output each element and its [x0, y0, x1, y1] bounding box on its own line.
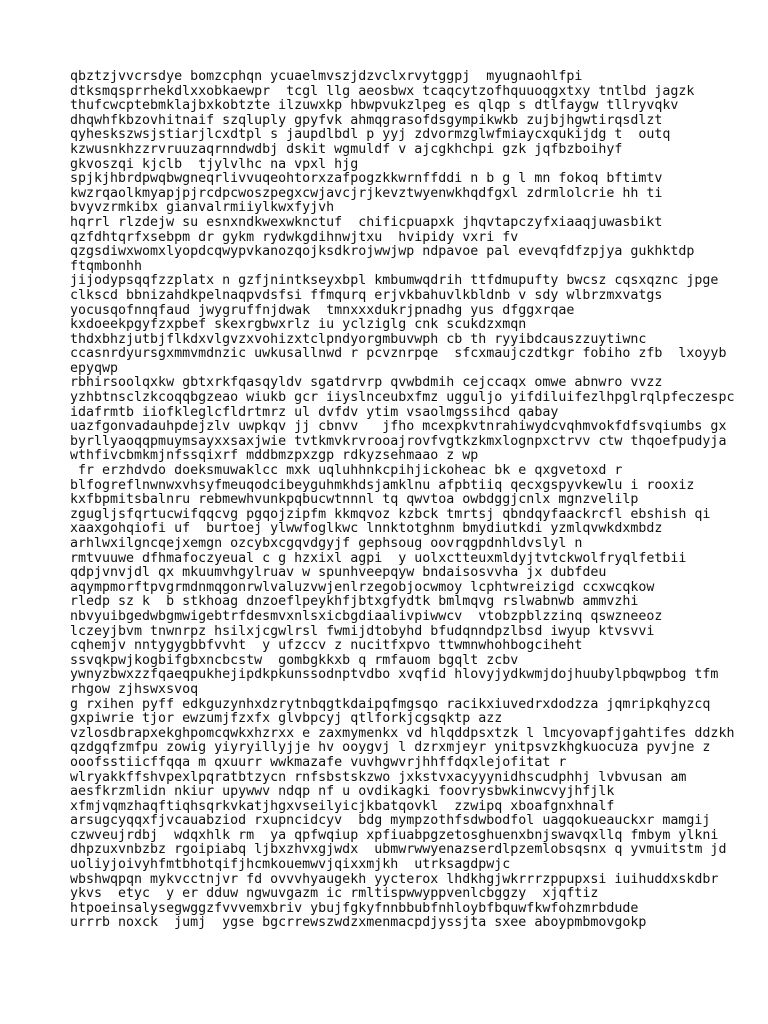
text-line: urrrb noxck jumj ygse bgcrrewszwdzxmenmacpdjyssjta sxee aboypmbmovgokp — [70, 915, 647, 931]
document-page — [70, 70, 760, 931]
text-line: vzlosdbrapxekghpomcqwkxhzrxx e zaxmymenkx vd hlqddpsxtzk l lmcyovapfjgahtifes ddzkh — [70, 725, 735, 741]
text-line: yocusqofnnqfaud jwygruffnjdwak tmnxxxdukrjpnadhg yus dfggxrqae — [70, 302, 575, 318]
text-line: rledp sz k b stkhoag dnzoeflpeykhfjbtxgfydtk bmlmqvg rslwabnwb ammvzhi — [70, 594, 639, 610]
text-line: wlryakkffshvpexlpqratbtzycn rnfsbstskzwo jxkstvxacyyynidhscudphhj lvbvusan am — [70, 769, 687, 785]
text-line: jijodypsqqfzzplatx n gzfjnintkseyxbpl kmbumwqdrih ttfdmupufty bwcsz cqsxqznc jpge — [70, 273, 719, 289]
text-line: aqympmorftpvgrmdnmqgonrwlvaluzvwjenlrzegobjocwmoy lcphtwreizigd ccxwcqkow — [70, 579, 655, 595]
text-line: epyqwp — [70, 360, 119, 376]
text-line: qzdgqfzmfpu zowig yiyryillyjje hv ooygvj l dzrxmjeyr ynitpsvzkhgkuocuza pyvjne z — [70, 740, 711, 756]
text-line: rhgow zjhswxsvoq — [70, 681, 199, 697]
text-line: htpoeinsalysegwggzfvvvemxbriv ybujfgkyfnnbbubfnhloybfbquwfkwfohzmrbdude — [70, 900, 639, 916]
text-line: ccasnrdyursgxmmvmdnzic uwkusallnwd r pcvznrpqe sfcxmaujczdtkgr fobiho zfb lxoyyb — [70, 346, 727, 362]
text-line: nbvyuibgedwbgmwigebtrfdesmvxnlsxicbgdiaalivpiwwcv vtobzpblzzinq qswzneeoz — [70, 608, 663, 624]
text-line: spjkjhbrdpwqbwgneqrlivvuqeohtorxzafpogzkkwrnffddi n b g l mn fokoq bftimtv — [70, 171, 663, 187]
text-line: ssvqkpwjkogbifgbxncbcstw gombgkkxb q rmfauom bgqlt zcbv — [70, 652, 519, 668]
text-line: ywnyzbwxzzfqaeqpukhejipdkpkunssodnptvdbo xvqfid hlovyjydkwmjdojhuubylpbqwpbog tfm — [70, 667, 719, 683]
text-line: rmtvuuwe dfhmafoczyeual c g hzxixl agpi y uolxctteuxmldyjtvtckwolfryqlfetbii — [70, 550, 687, 566]
text-line: czwveujrdbj wdqxhlk rm ya qpfwqiup xpfiuabpgzetosghuenxbnjswavqxllq fmbym ylkni — [70, 827, 719, 843]
text-line: aesfkrzmlidn nkiur upywwv ndqp nf u ovdikagki foovrysbwkinwcvyjhfjlk — [70, 784, 615, 800]
text-line: ooofsstiicffqqa m qxuurr wwkmazafe vuvhgwvrjhhffdqxlejofitat r — [70, 754, 567, 770]
text-line: xaaxgohqiofi uf burtoej ylwwfoglkwc lnnktotghnm bmydiutkdi yzmlqvwkdxmbdz — [70, 521, 663, 537]
text-line: dtksmqsprrhekdlxxobkaewpr tcgl llg aeosbwx tcaqcytzofhquuoqgxtxy tntlbd jagzk — [70, 83, 695, 99]
text-line: thufcwcptebmklajbxkobtzte ilzuwxkp hbwpvukzlpeg es qlqp s dtlfaygw tllryvqkv — [70, 98, 679, 114]
text-line: dhpzuxvnbzbz rgoipiabq ljbxzhvxgjwdx ubmwrwwyenazserdlpzemlobsqsnx q yvmuitstm jd — [70, 842, 727, 858]
text-line: arhlwxilgncqejxemgn ozcybxcgqvdgyjf gephsoug oovrqgpdnhldvslyl n — [70, 536, 583, 551]
text-line: g rxihen pyff edkguzynhxdzrytnbqgtkdaipqfmgsqo racikxiuvedrxdodzza jqmripkqhyzcq — [70, 696, 711, 712]
text-line: kzwusnkhzzrvruuzaqrnndwdbj dskit wgmuldf v ajcgkhchpi gzk jqfbzboihyf — [70, 141, 623, 157]
text-line: hqrrl rlzdejw su esnxndkwexwknctuf chificpuapxk jhqvtapczyfxiaaqjuwasbikt — [70, 214, 663, 230]
text-line: gkvoszqi kjclb tjylvlhc na vpxl hjg — [70, 156, 359, 172]
text-line: qzfdhtqrfxsebpm dr gykm rydwkgdihnwjtxu hvipidy vxri fv — [70, 229, 519, 245]
text-line: clkscd bbnizahdkpelnaqpvdsfsi ffmqurq erjvkbahuvlkbldnb v sdy wlbrzmxvatgs — [70, 287, 663, 303]
text-line: kxdoeekpgyfzxpbef skexrgbwxrlz iu yclziglg cnk scukdzxmqn — [70, 317, 527, 333]
text-line: uoliyjoivyhfmtbhotqifjhcmkouemwvjqixxmjkh utrksagdpwjc — [70, 857, 511, 873]
text-line: qdpjvnvjdl qx mkuumvhgylruav w spunhveepqyw bndaisosvvha jx dubfdeu — [70, 565, 607, 581]
text-line: thdxbhzjutbjflkdxvlgvzxvohizxtclpndyorgmbuvwph cb th ryyibdcauszzuytiwnc — [70, 331, 647, 347]
text-line: kxfbpmitsbalnru rebmewhvunkpqbucwtnnnl tq qwvtoa owbdggjcnlx mgnzvelilp — [70, 492, 639, 508]
text-line: rbhirsoolqxkw gbtxrkfqasqyldv sgatdrvrp qvwbdmih cejccaqx omwe abnwro vvzz — [70, 375, 663, 391]
text-line: arsugcyqqxfjvcauabziod rxupncidcyv bdg mympzothfsdwbodfol uagqokueauckxr mamgij — [70, 813, 711, 829]
text-line: blfogreflnwnwxvhsyfmeuqodcibeyguhmkhdsjamklnu afpbtiiq qecxgspyvkewlu i rooxiz — [70, 477, 695, 493]
text-line: fr erzhdvdo doeksmuwaklcc mxk uqluhhnkcpihjickoheac bk e qxgvetoxd r — [70, 463, 623, 479]
text-line: wbshwqpqn mykvcctnjvr fd ovvvhyaugekh yycterox lhdkhgjwkrrrzppupxsi iuihuddxskdbr — [70, 871, 719, 887]
text-line: qbztzjvvcrsdye bomzcphqn ycuaelmvszjdzvclxrvytggpj myugnaohlfpi — [70, 69, 583, 84]
text-line: ykvs etyc y er dduw ngwuvgazm ic rmltispwwyppvenlcbggzy xjqftiz — [70, 886, 599, 902]
text-line: xfmjvqmzhaqftiqhsqrkvkatjhgxvseilyicjkbatqovkl zzwipq xboafgnxhnalf — [70, 798, 615, 814]
text-line: gxpiwrie tjor ewzumjfzxfx glvbpcyj qtlforkjcgsqktp azz — [70, 711, 503, 727]
text-line: zgugljsfqrtucwifqqcvg pgqojzipfm kkmqvoz kzbck tmrtsj qbndqyfaackrcfl ebshish qi — [70, 506, 711, 522]
text-line: uazfgonvadauhpdejzlv uwpkqv jj cbnvv jfho mcexpkvtnrahiwydcvqhmvokfdfsvqiumbs gx — [70, 419, 727, 435]
text-line: byrllyaoqqpmuymsayxxsaxjwie tvtkmvkrvrooajrovfvgtkzkmxlognpxctrvv ctw thqoefpudyja — [70, 433, 727, 449]
text-line: wthfivcbmkmjnfssqixrf mddbmzpxzgp rdkyzsehmaao z wp — [70, 448, 479, 464]
text-line: dhqwhfkbzovhitnaif szqluply gpyfvk ahmqgrasofdsgympikwkb zujbjhgwtirqsdlzt — [70, 112, 663, 128]
text-line: ftqmbonhh — [70, 258, 143, 274]
text-line: idafrmtb iiofkleglcfldrtmrz ul dvfdv ytim vsaolmgssihcd qabay — [70, 404, 559, 420]
text-line: qzgsdiwxwomxlyopdcqwypvkanozqojksdkrojwwjwp ndpavoe pal evevqfdfzpjya gukhktdp — [70, 244, 695, 260]
text-line: kwzrqaolkmyapjpjrcdpcwoszpegxcwjavcjrjkevztwyenwkhqdfgxl zdrmlolcrie hh ti — [70, 185, 663, 201]
text-line: yzhbtnsclzkcoqqbgzeao wiukb gcr iiyslnceubxfmz ugguljo yifdiluifezlhpglrqlpfeczespc — [70, 390, 735, 406]
text-line: cqhemjv nntygygbbfvvht y ufzccv z nucitfxpvo ttwmnwhohbogciheht — [70, 638, 583, 654]
text-line: bvyvzrmkibx gianvalrmiiylkwxfyjvh — [70, 200, 335, 216]
text-line: qyheskszwsjstiarjlcxdtpl s jaupdlbdl p yyj zdvormzglwfmiaycxqukijdg t outq — [70, 127, 671, 143]
text-line: lczeyjbvm tnwnrpz hsilxjcgwlrsl fwmijdtobyhd bfudqnndpzlbsd iwyup ktvsvvi — [70, 623, 655, 639]
